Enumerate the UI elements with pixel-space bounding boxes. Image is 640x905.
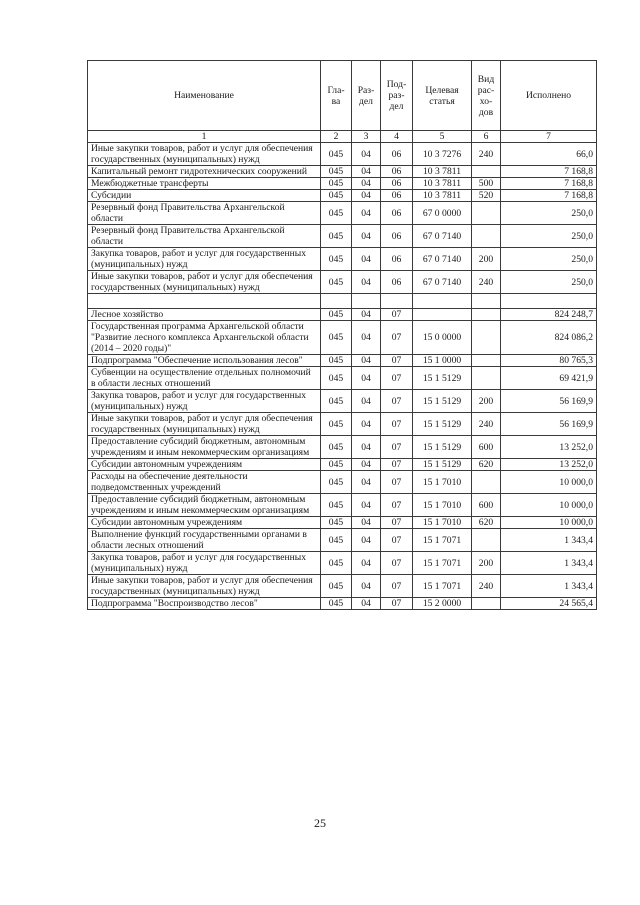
row-chapter: 045 — [321, 143, 352, 166]
row-chapter: 045 — [321, 321, 352, 355]
row-target: 15 1 5129 — [413, 367, 472, 390]
row-name — [88, 294, 321, 309]
header-chapter: Гла- ва — [321, 61, 352, 131]
row-exp-type: 200 — [472, 390, 501, 413]
row-chapter: 045 — [321, 575, 352, 598]
row-subsection: 06 — [381, 190, 413, 202]
row-exp-type: 620 — [472, 459, 501, 471]
row-exp-type — [472, 355, 501, 367]
row-executed: 824 086,2 — [501, 321, 597, 355]
row-section: 04 — [352, 494, 381, 517]
table-row — [88, 178, 597, 190]
row-target: 15 1 5129 — [413, 390, 472, 413]
row-target: 15 1 7071 — [413, 529, 472, 552]
row-chapter: 045 — [321, 367, 352, 390]
row-name: Иные закупки товаров, работ и услуг для обеспечения государственных (муниципальных) нужд — [88, 413, 321, 436]
row-executed: 824 248,7 — [501, 309, 597, 321]
row-chapter: 045 — [321, 190, 352, 202]
row-exp-type: 600 — [472, 436, 501, 459]
row-exp-type: 620 — [472, 517, 501, 529]
table-row — [88, 143, 597, 166]
row-executed: 7 168,8 — [501, 166, 597, 178]
row-subsection: 07 — [381, 517, 413, 529]
row-chapter: 045 — [321, 166, 352, 178]
row-target: 67 0 7140 — [413, 225, 472, 248]
row-target: 15 1 7071 — [413, 575, 472, 598]
table-row — [88, 494, 597, 517]
row-name: Закупка товаров, работ и услуг для государственных (муниципальных) нужд — [88, 390, 321, 413]
row-subsection: 07 — [381, 355, 413, 367]
row-section: 04 — [352, 178, 381, 190]
row-executed: 13 252,0 — [501, 436, 597, 459]
row-chapter: 045 — [321, 390, 352, 413]
table-row — [88, 202, 597, 225]
row-section: 04 — [352, 517, 381, 529]
row-name: Выполнение функций государственными органами в области лесных отношений — [88, 529, 321, 552]
row-exp-type — [472, 166, 501, 178]
row-subsection: 07 — [381, 390, 413, 413]
row-section: 04 — [352, 413, 381, 436]
row-name: Субсидии — [88, 190, 321, 202]
row-chapter: 045 — [321, 271, 352, 294]
table-row — [88, 413, 597, 436]
table-row — [88, 552, 597, 575]
row-executed: 1 343,4 — [501, 529, 597, 552]
row-name: Межбюджетные трансферты — [88, 178, 321, 190]
row-section: 04 — [352, 529, 381, 552]
row-subsection: 07 — [381, 529, 413, 552]
column-number: 5 — [413, 131, 472, 143]
row-section: 04 — [352, 271, 381, 294]
row-section: 04 — [352, 355, 381, 367]
row-chapter: 045 — [321, 459, 352, 471]
table-row — [88, 598, 597, 610]
row-subsection: 06 — [381, 166, 413, 178]
header-exp-type: Вид рас- хо- дов — [472, 61, 501, 131]
row-target: 15 1 7071 — [413, 552, 472, 575]
row-section: 04 — [352, 390, 381, 413]
row-exp-type: 200 — [472, 248, 501, 271]
row-name: Иные закупки товаров, работ и услуг для обеспечения государственных (муниципальных) нужд — [88, 575, 321, 598]
column-number: 3 — [352, 131, 381, 143]
row-subsection: 06 — [381, 178, 413, 190]
row-subsection: 07 — [381, 471, 413, 494]
row-subsection: 06 — [381, 202, 413, 225]
row-target: 67 0 7140 — [413, 248, 472, 271]
row-executed: 10 000,0 — [501, 471, 597, 494]
row-exp-type — [472, 529, 501, 552]
row-subsection: 07 — [381, 367, 413, 390]
row-executed: 10 000,0 — [501, 494, 597, 517]
row-chapter: 045 — [321, 202, 352, 225]
row-chapter: 045 — [321, 355, 352, 367]
row-chapter: 045 — [321, 436, 352, 459]
budget-table — [87, 60, 597, 610]
row-subsection: 07 — [381, 494, 413, 517]
row-target: 15 1 5129 — [413, 413, 472, 436]
row-name: Закупка товаров, работ и услуг для государственных (муниципальных) нужд — [88, 552, 321, 575]
row-chapter: 045 — [321, 494, 352, 517]
row-executed: 56 169,9 — [501, 413, 597, 436]
row-chapter: 045 — [321, 471, 352, 494]
row-chapter — [321, 294, 352, 309]
row-executed: 66,0 — [501, 143, 597, 166]
row-subsection: 06 — [381, 225, 413, 248]
page-number: 25 — [314, 816, 326, 830]
row-target: 15 0 0000 — [413, 321, 472, 355]
row-section: 04 — [352, 575, 381, 598]
row-subsection: 06 — [381, 248, 413, 271]
table-row — [88, 390, 597, 413]
table-row — [88, 321, 597, 355]
row-section: 04 — [352, 143, 381, 166]
row-target — [413, 294, 472, 309]
table-row — [88, 309, 597, 321]
row-subsection: 07 — [381, 413, 413, 436]
row-name: Субсидии автономным учреждениям — [88, 517, 321, 529]
table-row — [88, 436, 597, 459]
row-exp-type: 200 — [472, 552, 501, 575]
row-section: 04 — [352, 225, 381, 248]
row-subsection: 07 — [381, 598, 413, 610]
row-exp-type: 240 — [472, 143, 501, 166]
row-executed: 69 421,9 — [501, 367, 597, 390]
row-target: 15 1 0000 — [413, 355, 472, 367]
row-exp-type: 520 — [472, 190, 501, 202]
table-row — [88, 471, 597, 494]
column-number: 2 — [321, 131, 352, 143]
column-number-row — [88, 131, 597, 143]
row-exp-type: 240 — [472, 413, 501, 436]
row-subsection: 06 — [381, 271, 413, 294]
row-section: 04 — [352, 248, 381, 271]
row-section: 04 — [352, 471, 381, 494]
row-chapter: 045 — [321, 225, 352, 248]
column-number: 4 — [381, 131, 413, 143]
table-row — [88, 459, 597, 471]
header-target: Целевая статья — [413, 61, 472, 131]
header-section: Раз- дел — [352, 61, 381, 131]
row-subsection: 07 — [381, 575, 413, 598]
row-name: Государственная программа Архангельской области "Развитие лесного комплекса Архангельской области (2014 – 2020 годы)" — [88, 321, 321, 355]
header-name: Наименование — [88, 61, 321, 131]
row-executed: 250,0 — [501, 225, 597, 248]
row-executed: 24 565,4 — [501, 598, 597, 610]
row-name: Иные закупки товаров, работ и услуг для обеспечения государственных (муниципальных) нужд — [88, 271, 321, 294]
row-executed: 56 169,9 — [501, 390, 597, 413]
row-exp-type — [472, 471, 501, 494]
row-target: 67 0 7140 — [413, 271, 472, 294]
row-exp-type: 600 — [472, 494, 501, 517]
row-name: Лесное хозяйство — [88, 309, 321, 321]
row-target: 15 2 0000 — [413, 598, 472, 610]
row-target: 15 1 5129 — [413, 459, 472, 471]
row-executed: 13 252,0 — [501, 459, 597, 471]
row-target: 10 3 7811 — [413, 190, 472, 202]
row-target: 10 3 7276 — [413, 143, 472, 166]
table-row — [88, 166, 597, 178]
table-row — [88, 575, 597, 598]
row-target: 15 1 7010 — [413, 471, 472, 494]
row-chapter: 045 — [321, 248, 352, 271]
row-subsection: 07 — [381, 309, 413, 321]
row-subsection: 07 — [381, 321, 413, 355]
row-section: 04 — [352, 321, 381, 355]
row-section: 04 — [352, 598, 381, 610]
row-target: 10 3 7811 — [413, 178, 472, 190]
table-row — [88, 225, 597, 248]
table-row — [88, 355, 597, 367]
row-chapter: 045 — [321, 598, 352, 610]
row-section: 04 — [352, 166, 381, 178]
row-subsection: 07 — [381, 552, 413, 575]
row-name: Предоставление субсидий бюджетным, автономным учреждениям и иным некоммерческим организациям — [88, 494, 321, 517]
table-row — [88, 367, 597, 390]
row-chapter: 045 — [321, 529, 352, 552]
table-row — [88, 294, 597, 309]
row-target: 15 1 7010 — [413, 494, 472, 517]
row-exp-type — [472, 225, 501, 248]
column-number: 7 — [501, 131, 597, 143]
row-name: Резервный фонд Правительства Архангельской области — [88, 202, 321, 225]
row-target — [413, 309, 472, 321]
row-executed: 1 343,4 — [501, 552, 597, 575]
row-executed: 7 168,8 — [501, 190, 597, 202]
row-exp-type — [472, 294, 501, 309]
row-section: 04 — [352, 309, 381, 321]
row-executed: 250,0 — [501, 271, 597, 294]
table-row — [88, 190, 597, 202]
row-exp-type: 240 — [472, 271, 501, 294]
row-chapter: 045 — [321, 413, 352, 436]
row-section: 04 — [352, 190, 381, 202]
row-exp-type — [472, 202, 501, 225]
row-target: 15 1 5129 — [413, 436, 472, 459]
row-section: 04 — [352, 202, 381, 225]
row-executed — [501, 294, 597, 309]
row-subsection: 07 — [381, 436, 413, 459]
row-executed: 80 765,3 — [501, 355, 597, 367]
row-exp-type — [472, 367, 501, 390]
row-section: 04 — [352, 459, 381, 471]
row-executed: 250,0 — [501, 202, 597, 225]
row-section: 04 — [352, 367, 381, 390]
column-number: 1 — [88, 131, 321, 143]
row-name: Резервный фонд Правительства Архангельской области — [88, 225, 321, 248]
header-subsection: Под- раз- дел — [381, 61, 413, 131]
row-name: Субвенции на осуществление отдельных полномочий в области лесных отношений — [88, 367, 321, 390]
row-section — [352, 294, 381, 309]
table-header-row — [88, 61, 597, 131]
row-name: Субсидии автономным учреждениям — [88, 459, 321, 471]
row-name: Подпрограмма "Воспроизводство лесов" — [88, 598, 321, 610]
column-number: 6 — [472, 131, 501, 143]
row-name: Предоставление субсидий бюджетным, автономным учреждениям и иным некоммерческим организациям — [88, 436, 321, 459]
row-name: Подпрограмма "Обеспечение использования лесов" — [88, 355, 321, 367]
table-row — [88, 271, 597, 294]
row-target: 15 1 7010 — [413, 517, 472, 529]
row-name: Капитальный ремонт гидротехнических сооружений — [88, 166, 321, 178]
row-section: 04 — [352, 552, 381, 575]
row-exp-type — [472, 321, 501, 355]
row-executed: 250,0 — [501, 248, 597, 271]
row-target: 10 3 7811 — [413, 166, 472, 178]
row-exp-type: 500 — [472, 178, 501, 190]
table-row — [88, 517, 597, 529]
row-target: 67 0 0000 — [413, 202, 472, 225]
row-executed: 10 000,0 — [501, 517, 597, 529]
row-exp-type: 240 — [472, 575, 501, 598]
row-chapter: 045 — [321, 552, 352, 575]
row-name: Расходы на обеспечение деятельности подведомственных учреждений — [88, 471, 321, 494]
row-subsection — [381, 294, 413, 309]
row-chapter: 045 — [321, 178, 352, 190]
row-exp-type — [472, 598, 501, 610]
row-executed: 1 343,4 — [501, 575, 597, 598]
row-section: 04 — [352, 436, 381, 459]
table-row — [88, 248, 597, 271]
row-chapter: 045 — [321, 309, 352, 321]
table-body — [88, 143, 597, 610]
header-executed: Исполнено — [501, 61, 597, 131]
row-exp-type — [472, 309, 501, 321]
table-row — [88, 529, 597, 552]
row-executed: 7 168,8 — [501, 178, 597, 190]
row-subsection: 06 — [381, 143, 413, 166]
row-name: Закупка товаров, работ и услуг для государственных (муниципальных) нужд — [88, 248, 321, 271]
row-name: Иные закупки товаров, работ и услуг для обеспечения государственных (муниципальных) нужд — [88, 143, 321, 166]
row-chapter: 045 — [321, 517, 352, 529]
row-subsection: 07 — [381, 459, 413, 471]
